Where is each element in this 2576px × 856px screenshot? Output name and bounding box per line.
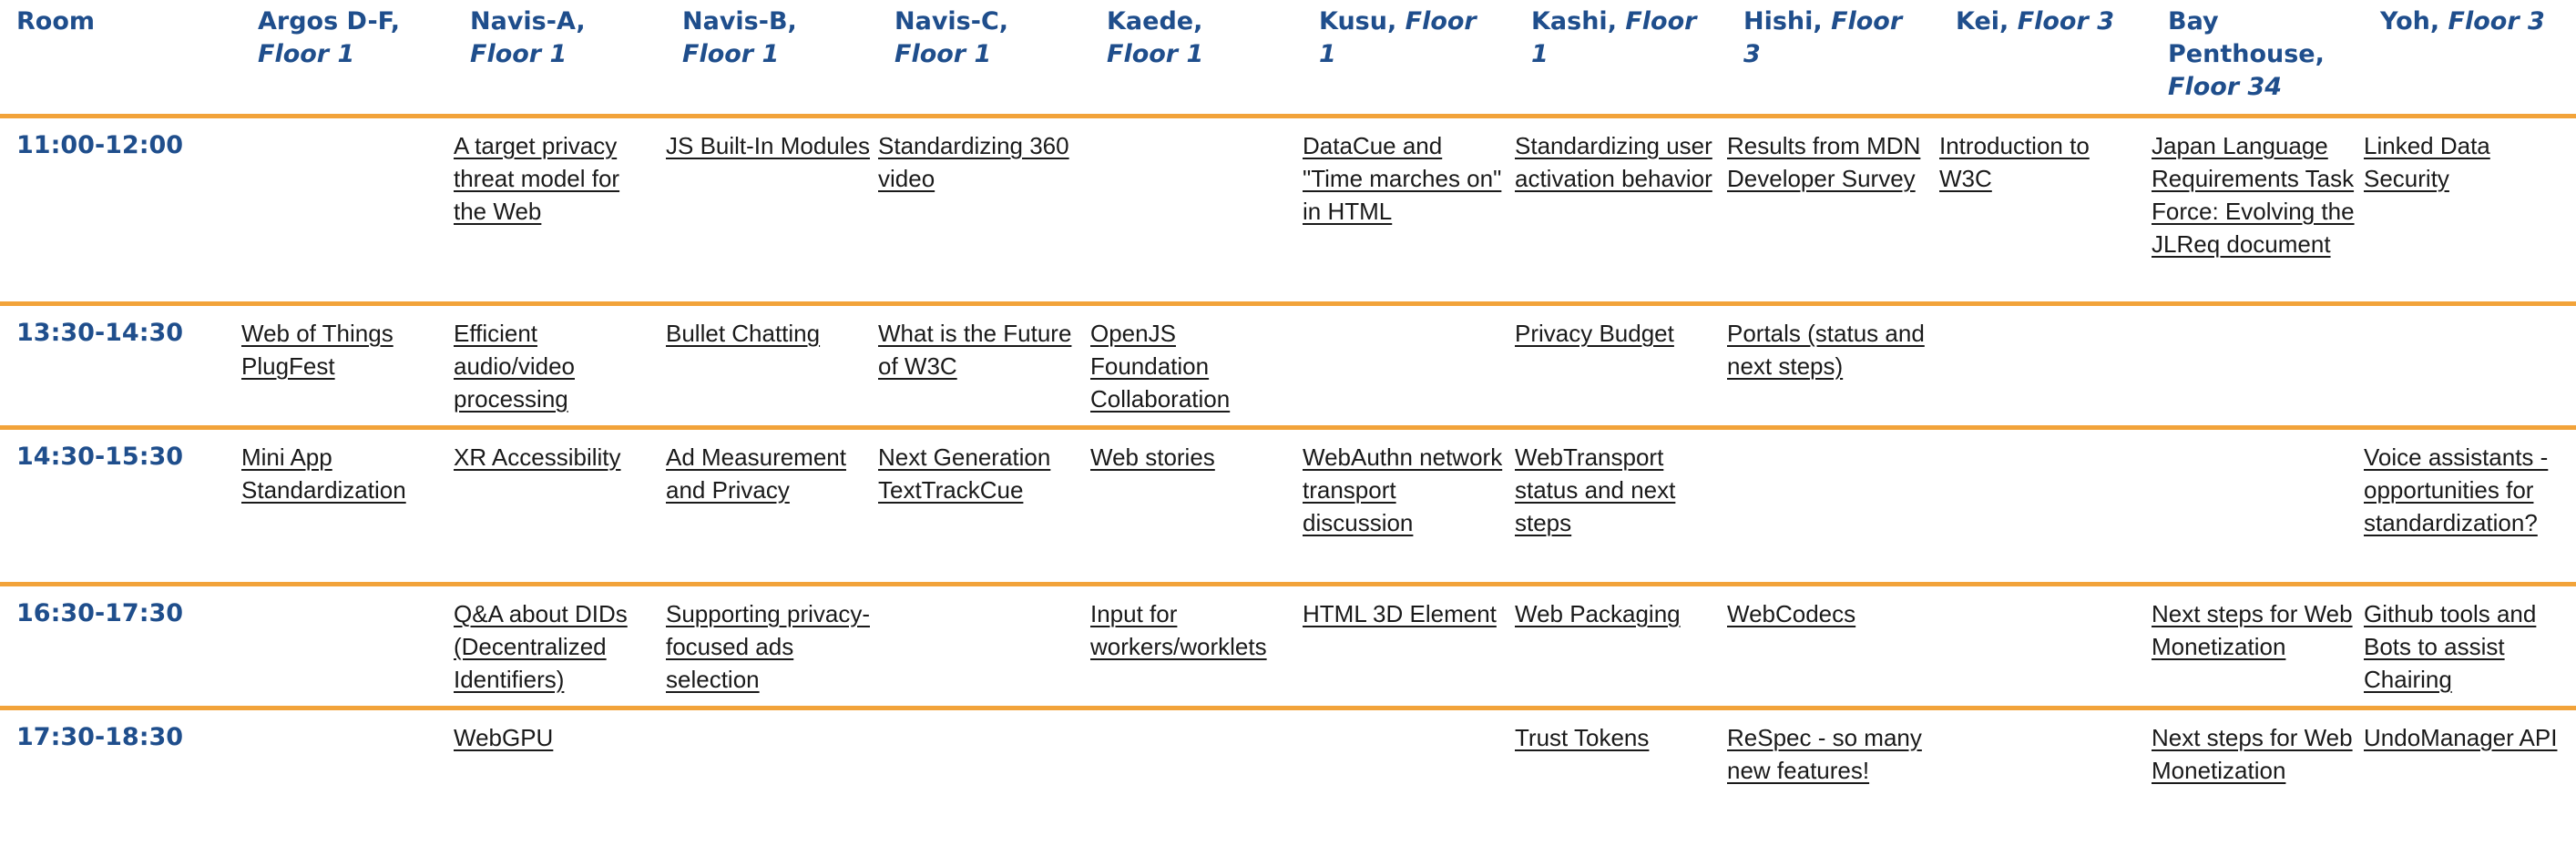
time-slot-row (0, 427, 2576, 584)
session-cell (2364, 427, 2576, 584)
session-cell (454, 708, 666, 830)
session-link[interactable]: Next steps for Web Monetization (2152, 723, 2353, 784)
session-cell (666, 708, 878, 830)
room-name: Navis-A, (470, 7, 586, 36)
session-cell (1727, 116, 1939, 303)
room-floor: Floor 1 (682, 40, 780, 68)
room-header-hishi (1727, 0, 1939, 116)
room-floor: Floor 1 (258, 40, 355, 68)
session-cell (454, 584, 666, 708)
session-cell (1515, 708, 1727, 830)
session-link[interactable]: Results from MDN Developer Survey (1727, 131, 1921, 192)
room-header-kusu (1303, 0, 1515, 116)
session-cell (1727, 303, 1939, 427)
session-link[interactable]: Web stories (1090, 443, 1215, 471)
session-link[interactable]: Japan Language Requirements Task Force: Evolving the JLReq document (2152, 131, 2355, 258)
session-link[interactable]: WebCodecs (1727, 599, 1856, 627)
session-cell (1939, 303, 2152, 427)
session-link[interactable]: Trust Tokens (1515, 723, 1650, 751)
session-cell (2152, 303, 2364, 427)
session-cell (454, 303, 666, 427)
session-cell (666, 427, 878, 584)
room-floor: Floor 1 (1107, 40, 1204, 68)
session-link[interactable]: WebAuthn network transport discussion (1303, 443, 1503, 536)
session-cell (878, 303, 1090, 427)
time-slot-label: 11:00-12:00 (16, 130, 184, 159)
session-cell (1727, 427, 1939, 584)
room-header-yoh (2364, 0, 2576, 116)
room-name: Bay Penthouse, (2168, 7, 2325, 68)
session-cell (1303, 303, 1515, 427)
session-cell (1303, 584, 1515, 708)
session-cell (878, 116, 1090, 303)
session-link[interactable]: Web Packaging (1515, 599, 1681, 627)
room-floor: Floor 3 (2017, 7, 2114, 36)
session-cell (1939, 584, 2152, 708)
session-cell (241, 584, 454, 708)
room-name: Hishi, (1743, 7, 1823, 36)
room-name: Argos D-F, (258, 7, 401, 36)
room-floor: Floor 1 (894, 40, 992, 68)
session-cell (1515, 116, 1727, 303)
session-cell (1727, 708, 1939, 830)
session-cell (878, 427, 1090, 584)
room-floor: Floor 1 (470, 40, 567, 68)
session-cell (454, 116, 666, 303)
room-header-bay-penthouse (2152, 0, 2364, 116)
session-link[interactable]: Supporting privacy-focused ads selection (666, 599, 870, 693)
session-link[interactable]: Privacy Budget (1515, 319, 1674, 347)
time-slot-label: 14:30-15:30 (16, 442, 184, 471)
room-header-argos-d-f (241, 0, 454, 116)
session-cell (1090, 116, 1303, 303)
time-slot-label: 17:30-18:30 (16, 722, 184, 751)
session-link[interactable]: Next Generation TextTrackCue (878, 443, 1051, 504)
session-link[interactable]: Voice assistants - opportunities for standardization? (2364, 443, 2549, 536)
session-cell (1727, 584, 1939, 708)
room-header-navis-a (454, 0, 666, 116)
session-cell (2364, 116, 2576, 303)
room-column-header: Room (0, 0, 241, 116)
session-cell (2152, 116, 2364, 303)
session-link[interactable]: Introduction to W3C (1939, 131, 2090, 192)
session-link[interactable]: DataCue and "Time marches on" in HTML (1303, 131, 1502, 225)
session-cell (878, 584, 1090, 708)
session-cell (241, 427, 454, 584)
session-cell (1090, 303, 1303, 427)
room-header-kashi (1515, 0, 1727, 116)
session-cell (2152, 427, 2364, 584)
session-link[interactable]: Github tools and Bots to assist Chairing (2364, 599, 2537, 693)
room-header-navis-c (878, 0, 1090, 116)
session-cell (1090, 427, 1303, 584)
session-link[interactable]: Efficient audio/video processing (454, 319, 575, 413)
session-cell (1939, 708, 2152, 830)
session-cell (454, 427, 666, 584)
session-cell (1939, 427, 2152, 584)
session-link[interactable]: Web of Things PlugFest (241, 319, 394, 380)
session-link[interactable]: Ad Measurement and Privacy (666, 443, 846, 504)
session-cell (2364, 708, 2576, 830)
session-cell (666, 303, 878, 427)
session-link[interactable]: Next steps for Web Monetization (2152, 599, 2353, 660)
session-link[interactable]: Standardizing 360 video (878, 131, 1069, 192)
session-cell (2152, 584, 2364, 708)
room-header-navis-b (666, 0, 878, 116)
session-link[interactable]: XR Accessibility (454, 443, 621, 471)
room-header-kei (1939, 0, 2152, 116)
session-link[interactable]: A target privacy threat model for the Web (454, 131, 620, 225)
session-link[interactable]: Portals (status and next steps) (1727, 319, 1925, 380)
time-slot-row (0, 584, 2576, 708)
session-cell (241, 303, 454, 427)
schedule-body (0, 116, 2576, 830)
session-link[interactable]: ReSpec - so many new features! (1727, 723, 1922, 784)
session-cell (878, 708, 1090, 830)
session-link[interactable]: JS Built-In Modules (666, 131, 870, 159)
time-slot-row (0, 303, 2576, 427)
room-floor: Floor 34 (2168, 73, 2283, 101)
room-name: Kashi, (1531, 7, 1617, 36)
session-cell (1515, 584, 1727, 708)
session-cell (2364, 303, 2576, 427)
room-name: Kei, (1956, 7, 2009, 36)
room-name: Navis-B, (682, 7, 797, 36)
room-name: Yoh, (2380, 7, 2440, 36)
session-cell (1090, 708, 1303, 830)
session-link[interactable]: OpenJS Foundation Collaboration (1090, 319, 1231, 413)
time-slot-label: 13:30-14:30 (16, 318, 184, 347)
room-header-kaede (1090, 0, 1303, 116)
session-link[interactable]: Input for workers/worklets (1090, 599, 1267, 660)
session-link[interactable]: Standardizing user activation behavior (1515, 131, 1712, 192)
session-link[interactable]: Bullet Chatting (666, 319, 821, 347)
session-cell (666, 584, 878, 708)
room-floor: Floor 3 (1743, 7, 1903, 68)
session-link[interactable]: Linked Data Security (2364, 131, 2490, 192)
session-cell (241, 116, 454, 303)
room-floor: Floor 1 (1531, 7, 1697, 68)
session-cell (1939, 116, 2152, 303)
session-cell (666, 116, 878, 303)
room-floor: Floor 1 (1319, 7, 1477, 68)
session-link[interactable]: Q&A about DIDs (Decentralized Identifiers) (454, 599, 628, 693)
session-cell (1515, 303, 1727, 427)
session-cell (2152, 708, 2364, 830)
header-row (0, 0, 2576, 116)
session-cell (2364, 584, 2576, 708)
time-slot-label: 16:30-17:30 (16, 598, 184, 627)
room-name: Kusu, (1319, 7, 1397, 36)
session-link[interactable]: WebTransport status and next steps (1515, 443, 1676, 536)
room-name: Kaede, (1107, 7, 1203, 36)
session-cell (1303, 427, 1515, 584)
session-cell (1303, 116, 1515, 303)
room-floor: Floor 3 (2448, 7, 2545, 36)
session-cell (1303, 708, 1515, 830)
session-cell (1515, 427, 1727, 584)
time-slot-row (0, 116, 2576, 303)
session-link[interactable]: HTML 3D Element (1303, 599, 1497, 627)
session-link[interactable]: UndoManager API (2364, 723, 2558, 751)
session-link[interactable]: Mini App Standardization (241, 443, 406, 504)
session-cell (241, 708, 454, 830)
session-link[interactable]: WebGPU (454, 723, 554, 751)
session-cell (1090, 584, 1303, 708)
time-slot-row (0, 708, 2576, 830)
room-name: Navis-C, (894, 7, 1009, 36)
session-link[interactable]: What is the Future of W3C (878, 319, 1072, 380)
